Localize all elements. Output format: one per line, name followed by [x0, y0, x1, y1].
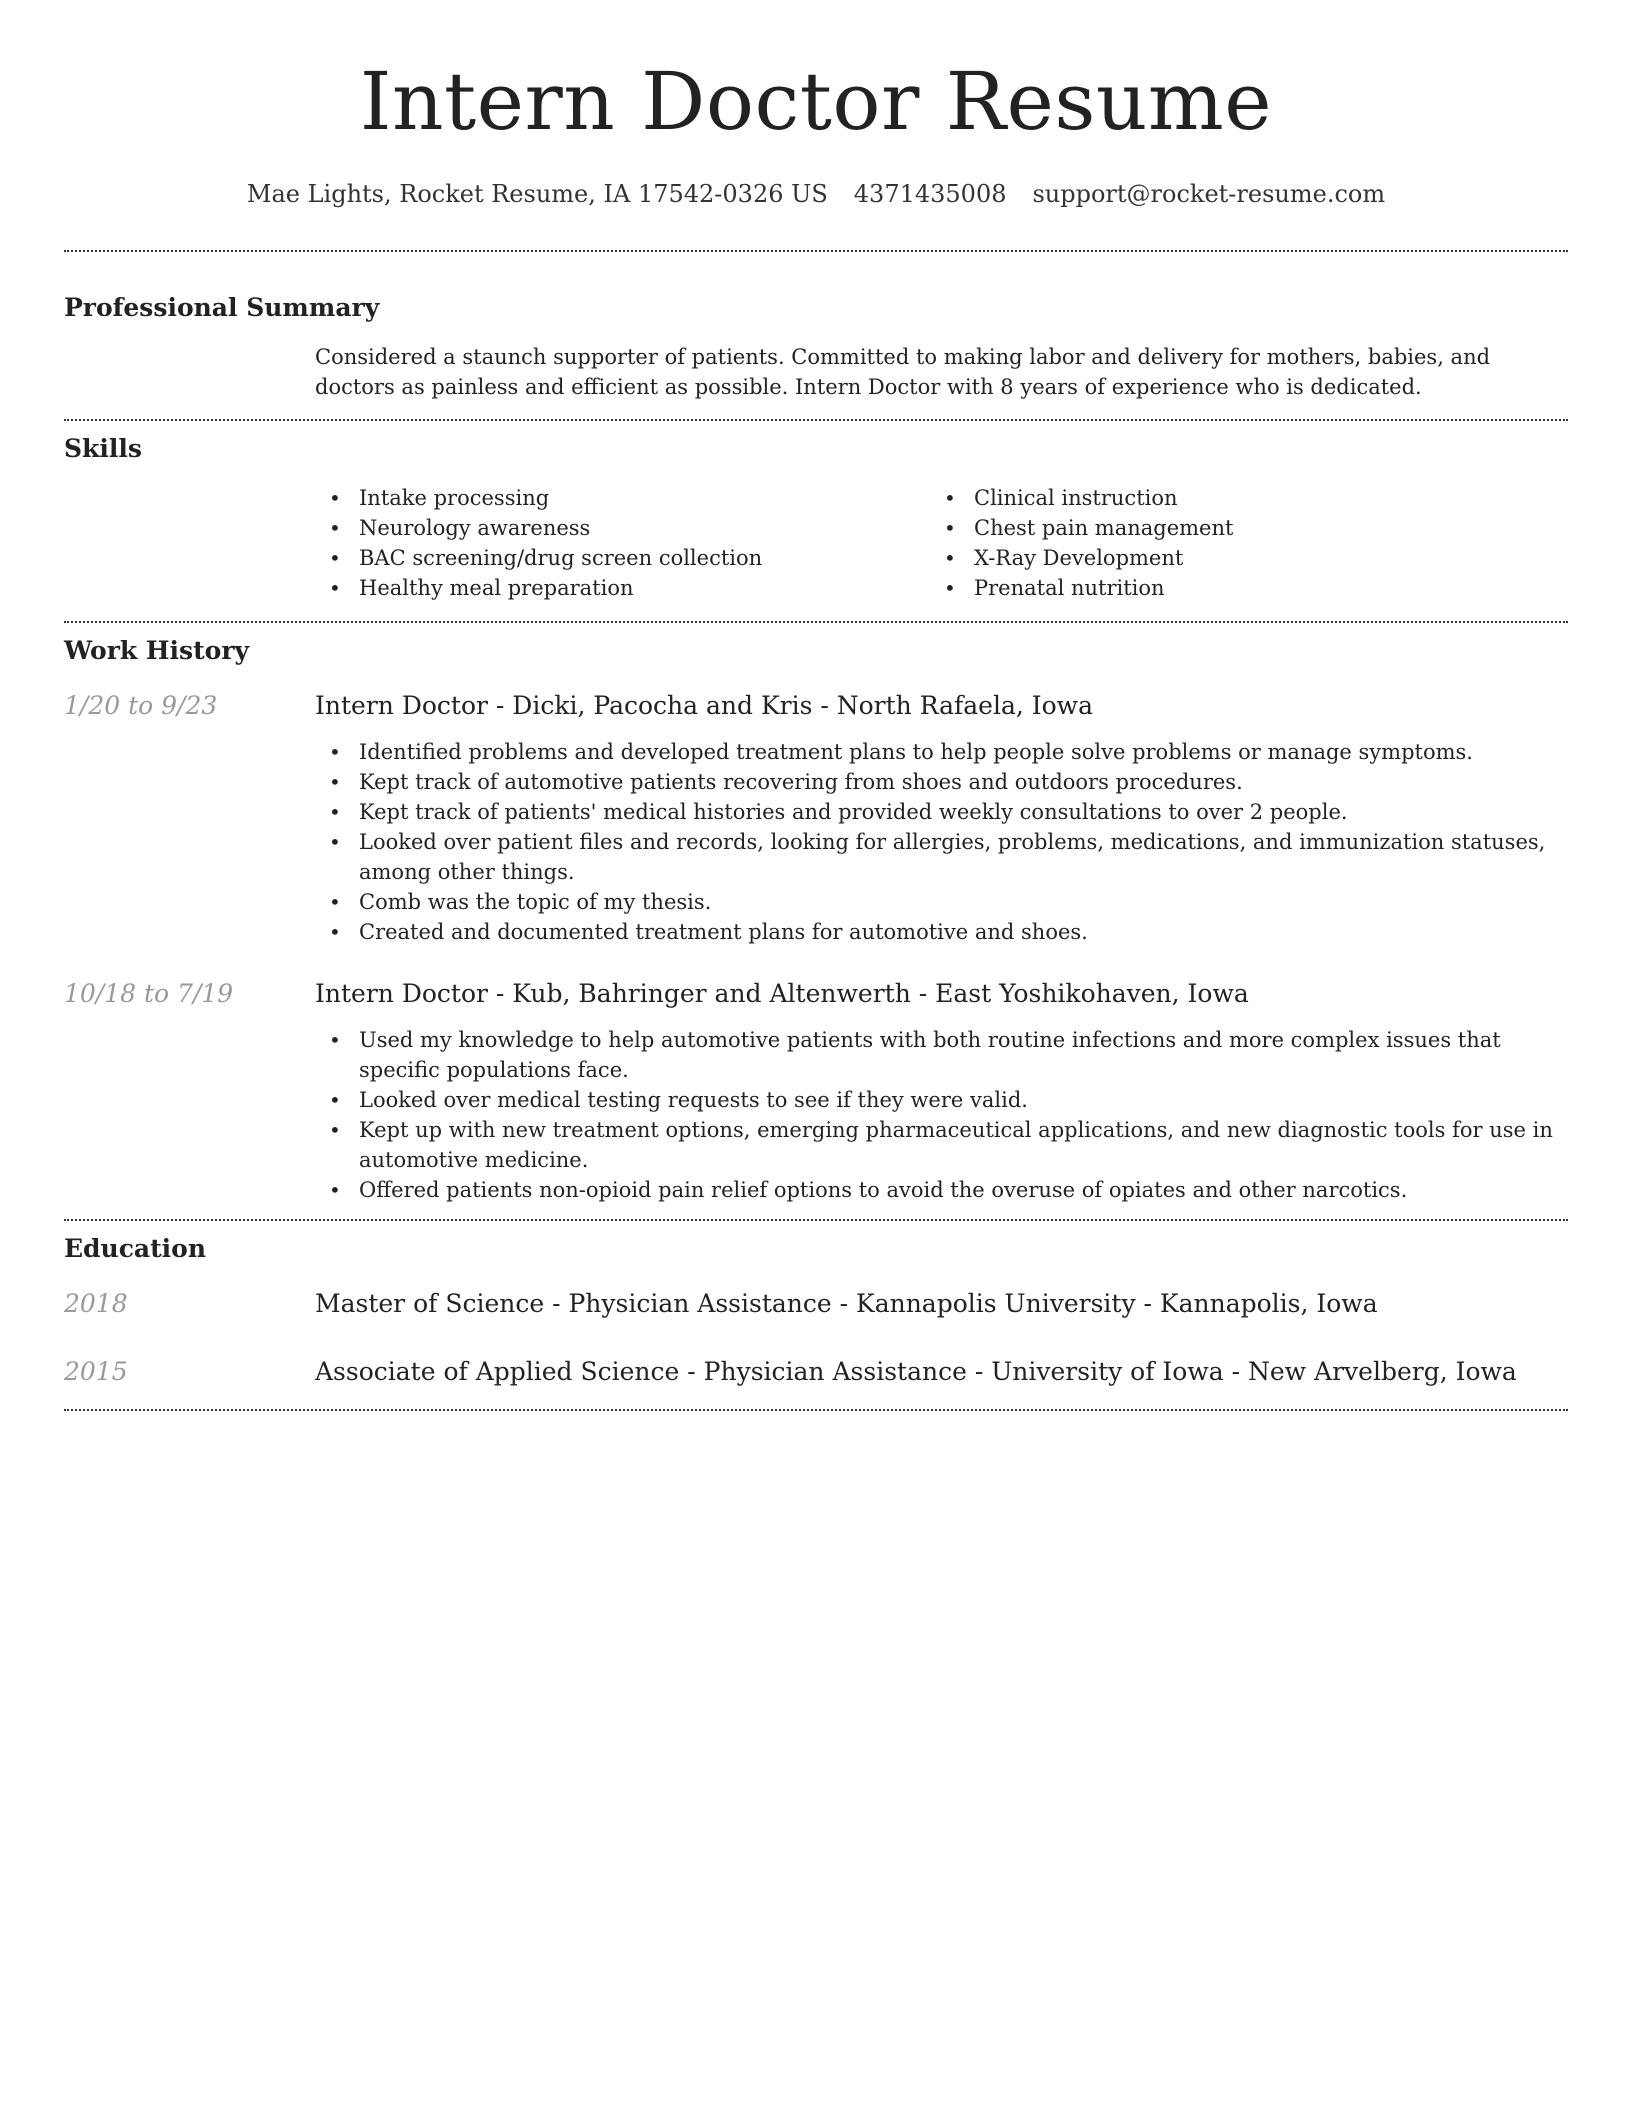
contact-email[interactable]: support@rocket-resume.com [1032, 180, 1386, 208]
divider [64, 1219, 1568, 1221]
education-degree: Master of Science - Physician Assistance - Kannapolis University - Kannapolis, Iowa [315, 1289, 1378, 1318]
job-bullet: • Kept up with new treatment options, emerging pharmaceutical applications, and new diagnostic tools for use in automotive medicine. [315, 1115, 1568, 1175]
job-bullet: • Kept track of patients' medical histories and provided weekly consultations to over 2 people. [315, 797, 1568, 827]
section-title-work: Work History [64, 636, 250, 665]
skill-item: • Clinical instruction [930, 483, 1545, 513]
education-section [64, 1233, 1568, 1389]
job-bullets [315, 1025, 1568, 1205]
job-entry [64, 977, 1568, 1205]
summary-text: Considered a staunch supporter of patients. Committed to making labor and delivery for mothers, babies, and doctors as painless and efficient as possible. Intern Doctor with 8 years of experience who is dedicated. [315, 345, 1491, 399]
job-bullet: • Offered patients non-opioid pain relief options to avoid the overuse of opiates and other narcotics. [315, 1175, 1568, 1205]
contact-address: Mae Lights, Rocket Resume, IA 17542-0326 US [246, 180, 828, 208]
job-title: Intern Doctor - Dicki, Pacocha and Kris - North Rafaela, Iowa [315, 691, 1093, 720]
skill-item: • X-Ray Development [930, 543, 1545, 573]
job-bullet: • Looked over medical testing requests to see if they were valid. [315, 1085, 1568, 1115]
job-bullet: • Used my knowledge to help automotive patients with both routine infections and more complex issues that specific populations face. [315, 1025, 1568, 1085]
resume-page [64, 0, 1568, 1411]
resume-title: Intern Doctor Resume [359, 55, 1273, 148]
section-title-education: Education [64, 1234, 207, 1263]
skill-item: • Chest pain management [930, 513, 1545, 543]
job-bullet: • Looked over patient files and records, looking for allergies, problems, medications, and immunization statuses, among other things. [315, 827, 1568, 887]
divider [64, 1409, 1568, 1411]
job-title: Intern Doctor - Kub, Bahringer and Altenwerth - East Yoshikohaven, Iowa [315, 979, 1249, 1008]
education-year: 2018 [64, 1289, 128, 1318]
job-dates: 10/18 to 7/19 [64, 979, 234, 1008]
job-entry [64, 689, 1568, 947]
job-bullet: • Created and documented treatment plans for automotive and shoes. [315, 917, 1568, 947]
contact-line [64, 178, 1568, 210]
skill-item: • Healthy meal preparation [315, 573, 930, 603]
contact-phone: 4371435008 [853, 180, 1007, 208]
summary-section [64, 292, 1568, 402]
skill-item: • Prenatal nutrition [930, 573, 1545, 603]
job-bullet: • Kept track of automotive patients recovering from shoes and outdoors procedures. [315, 767, 1568, 797]
divider [64, 621, 1568, 623]
job-dates: 1/20 to 9/23 [64, 691, 218, 720]
skills-section [64, 433, 1568, 603]
work-section [64, 635, 1568, 1205]
job-bullet: • Identified problems and developed treatment plans to help people solve problems or manage symptoms. [315, 737, 1568, 767]
divider [64, 250, 1568, 252]
education-entry [64, 1355, 1568, 1389]
education-year: 2015 [64, 1357, 128, 1386]
education-entry [64, 1287, 1568, 1321]
skills-list-left [315, 483, 930, 603]
skill-item: • Intake processing [315, 483, 930, 513]
section-title-summary: Professional Summary [64, 293, 380, 322]
divider [64, 419, 1568, 421]
skill-item: • BAC screening/drug screen collection [315, 543, 930, 573]
skill-item: • Neurology awareness [315, 513, 930, 543]
section-title-skills: Skills [64, 434, 142, 463]
education-degree: Associate of Applied Science - Physician Assistance - University of Iowa - New Arvelberg, Iowa [315, 1357, 1517, 1386]
job-bullet: • Comb was the topic of my thesis. [315, 887, 1568, 917]
job-bullets [315, 737, 1568, 947]
skills-list-right [930, 483, 1545, 603]
